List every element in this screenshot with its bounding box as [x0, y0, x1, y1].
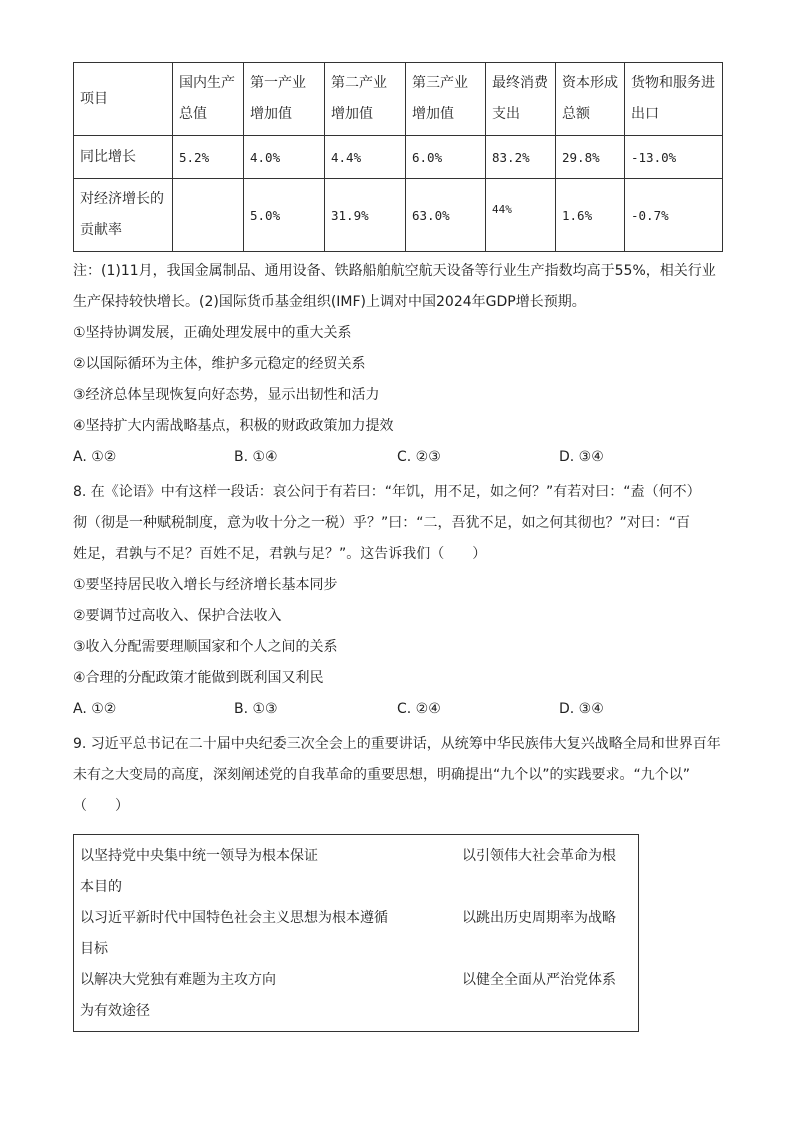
option-b[interactable]: B. ①③ — [234, 701, 278, 717]
box-left-text: 为有效途径 — [80, 1003, 150, 1019]
option-d[interactable]: D. ③④ — [559, 701, 604, 717]
statement: ②以国际循环为主体，维护多元稳定的经贸关系 — [73, 356, 366, 372]
row-label: 同比增长 — [74, 136, 173, 179]
statement: ④坚持扩大内需战略基点，积极的财政政策加力提效 — [73, 418, 394, 434]
box-left-text: 目标 — [80, 941, 108, 957]
statement: ①坚持协调发展，正确处理发展中的重大关系 — [73, 325, 352, 341]
table-row — [74, 179, 723, 252]
option-d[interactable]: D. ③④ — [559, 449, 604, 465]
statement: ②要调节过高收入、保护合法收入 — [73, 608, 282, 624]
table-header-row — [74, 63, 723, 136]
q7-options — [73, 442, 723, 473]
nine-principles-box — [73, 834, 639, 1032]
header-cell: 第一产业增加值 — [244, 63, 325, 136]
question-text: 彻（彻是一种赋税制度，意为收十分之一税）乎？”曰：“二，吾犹不足，如之何其彻也？”对曰：“百 — [73, 515, 691, 531]
table-cell: 5.2% — [173, 136, 244, 179]
table-cell: 1.6% — [556, 179, 625, 252]
statement: ③收入分配需要理顺国家和个人之间的关系 — [73, 639, 338, 655]
table-row — [74, 136, 723, 179]
box-left-text: 本目的 — [80, 879, 122, 895]
box-right-text: 以引领伟大社会革命为根 — [462, 848, 616, 864]
table-cell: 83.2% — [486, 136, 556, 179]
box-row — [80, 934, 632, 965]
page — [73, 62, 723, 1032]
table-cell: 6.0% — [406, 136, 486, 179]
table-cell: 63.0% — [406, 179, 486, 252]
table-cell — [173, 179, 244, 252]
statement: ①要坚持居民收入增长与经济增长基本同步 — [73, 577, 338, 593]
header-cell: 第二产业增加值 — [325, 63, 406, 136]
table-cell: -13.0% — [625, 136, 723, 179]
option-a[interactable]: A. ①② — [73, 701, 117, 717]
box-left-text: 以解决大党独有难题为主攻方向 — [80, 972, 276, 988]
header-cell: 货物和服务进出口 — [625, 63, 723, 136]
question-text: 9. 习近平总书记在二十届中央纪委三次全会上的重要讲话，从统筹中华民族伟大复兴战略全局和世界百年 — [73, 736, 721, 752]
row-label: 对经济增长的贡献率 — [74, 179, 173, 252]
question-text: （ ） — [73, 798, 129, 814]
header-cell: 资本形成总额 — [556, 63, 625, 136]
table-cell: 31.9% — [325, 179, 406, 252]
table-cell — [486, 179, 556, 252]
statement: ④合理的分配政策才能做到既利国又利民 — [73, 670, 324, 686]
table-note — [73, 256, 723, 318]
header-cell: 国内生产总值 — [173, 63, 244, 136]
question-text: 8. 在《论语》中有这样一段话：哀公问于有若曰：“年饥，用不足，如之何？”有若对曰：“盍（何不） — [73, 484, 701, 500]
statement: ③经济总体呈现恢复向好态势，显示出韧性和活力 — [73, 387, 380, 403]
box-row — [80, 996, 632, 1027]
option-c[interactable]: C. ②④ — [397, 701, 441, 717]
box-row — [80, 903, 632, 934]
table-cell: 4.4% — [325, 136, 406, 179]
table-cell: 5.0% — [244, 179, 325, 252]
box-right-text: 以跳出历史周期率为战略 — [462, 910, 616, 926]
option-b[interactable]: B. ①④ — [234, 449, 278, 465]
q7-statements — [73, 318, 723, 442]
question-9 — [73, 729, 723, 1032]
note-line: 生产保持较快增长。(2)国际货币基金组织(IMF)上调对中国2024年GDP增长预期。 — [73, 294, 586, 310]
q8-options — [73, 694, 723, 725]
box-left-text: 以坚持党中央集中统一领导为根本保证 — [80, 848, 318, 864]
option-a[interactable]: A. ①② — [73, 449, 117, 465]
table-cell: 29.8% — [556, 136, 625, 179]
question-text: 姓足，君孰与不足？百姓不足，君孰与足？”。这告诉我们（ ） — [73, 546, 487, 562]
option-c[interactable]: C. ②③ — [397, 449, 441, 465]
table-cell: -0.7% — [625, 179, 723, 252]
economic-data-table — [73, 62, 723, 252]
question-8 — [73, 477, 723, 725]
header-cell: 项目 — [74, 63, 173, 136]
note-line: 注：(1)11月，我国金属制品、通用设备、铁路船舶航空航天设备等行业生产指数均高于55%，相关行业 — [73, 263, 716, 279]
header-cell: 最终消费支出 — [486, 63, 556, 136]
box-row — [80, 872, 632, 903]
header-cell: 第三产业增加值 — [406, 63, 486, 136]
box-left-text: 以习近平新时代中国特色社会主义思想为根本遵循 — [80, 910, 388, 926]
box-row — [80, 841, 632, 872]
box-row — [80, 965, 632, 996]
table-cell: 4.0% — [244, 136, 325, 179]
question-text: 未有之大变局的高度，深刻阐述党的自我革命的重要思想，明确提出“九个以”的实践要求。“九个以” — [73, 767, 691, 783]
box-right-text: 以健全全面从严治党体系 — [462, 972, 616, 988]
table-cell-value: 44% — [492, 202, 512, 216]
